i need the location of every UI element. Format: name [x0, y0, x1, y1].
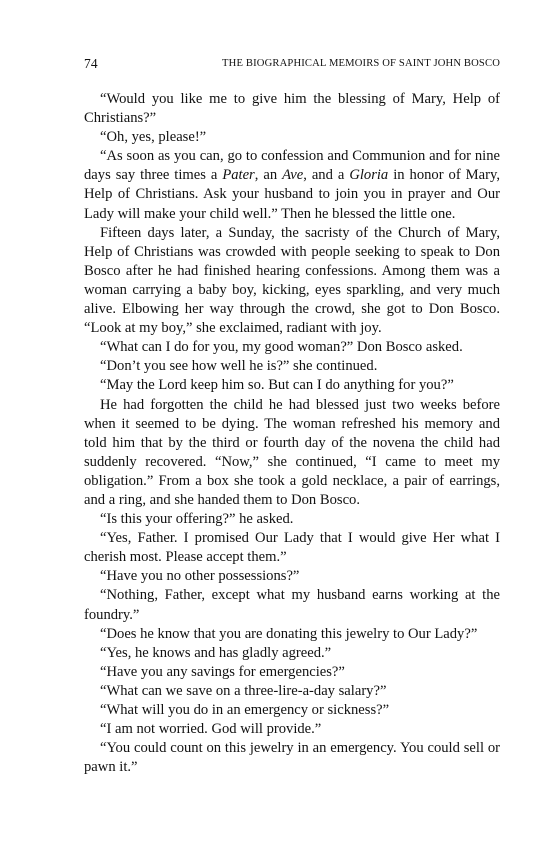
- body-text: [84, 90, 500, 777]
- paragraph: “Don’t you see how well he is?” she continued.: [100, 358, 378, 375]
- paragraph: He had forgotten the child he had blessed just two weeks before when it seemed to be dying. The woman refreshed his memory and told him that by the third or fourth day of the novena the child had suddenly recovered. “Now,” she continued, “I came to meet my obligation.” From a box she took a gold necklace, a pair of earrings, and a ring, and she handed them to Don Bosco.: [84, 396, 500, 508]
- paragraph: “Does he know that you are donating this jewelry to Our Lady?”: [100, 625, 478, 642]
- paragraph: “Would you like me to give him the blessing of Mary, Help of Christians?”: [84, 91, 500, 127]
- running-head: [84, 56, 500, 78]
- paragraph: “What can I do for you, my good woman?” Don Bosco asked.: [100, 339, 463, 356]
- book-page: [84, 56, 500, 777]
- paragraph: “Nothing, Father, except what my husband earns working at the foundry.”: [84, 587, 500, 623]
- running-title: THE BIOGRAPHICAL MEMOIRS OF SAINT JOHN BOSCO: [222, 58, 500, 69]
- paragraph: “Yes, Father. I promised Our Lady that I would give Her what I cherish most. Please accept them.”: [84, 530, 500, 566]
- paragraph: “I am not worried. God will provide.”: [100, 721, 322, 738]
- page-number: 74: [84, 56, 98, 71]
- paragraph: “What will you do in an emergency or sickness?”: [100, 702, 390, 718]
- paragraph: “May the Lord keep him so. But can I do anything for you?”: [100, 377, 454, 394]
- paragraph: “As soon as you can, go to confession and Communion and for nine days say three times a Pater, an Ave, and a Gloria in honor of Mary, Help of Christians. Ask your husband to join you in prayer and Our Lady will make your child well.” Then he blessed the little one.: [84, 148, 500, 222]
- paragraph: “Yes, he knows and has gladly agreed.”: [100, 644, 332, 661]
- paragraph: “Have you no other possessions?”: [100, 568, 300, 585]
- paragraph: “You could count on this jewelry in an emergency. You could sell or pawn it.”: [84, 740, 500, 776]
- paragraph: “What can we save on a three-lire-a-day salary?”: [100, 682, 387, 699]
- paragraph: “Oh, yes, please!”: [100, 129, 207, 146]
- paragraph: “Have you any savings for emergencies?”: [100, 663, 345, 680]
- paragraph: Fifteen days later, a Sunday, the sacristy of the Church of Mary, Help of Christians was crowded with people seeking to speak to Don Bosco after he had finished hearing confessions. Among them was a woman carrying a baby boy, kicking, eyes sparkling, and very much alive. Elbowing her way through the crowd, she got to Don Bosco. “Look at my boy,” she exclaimed, radiant with joy.: [84, 224, 500, 337]
- paragraph: “Is this your offering?” he asked.: [100, 511, 294, 528]
